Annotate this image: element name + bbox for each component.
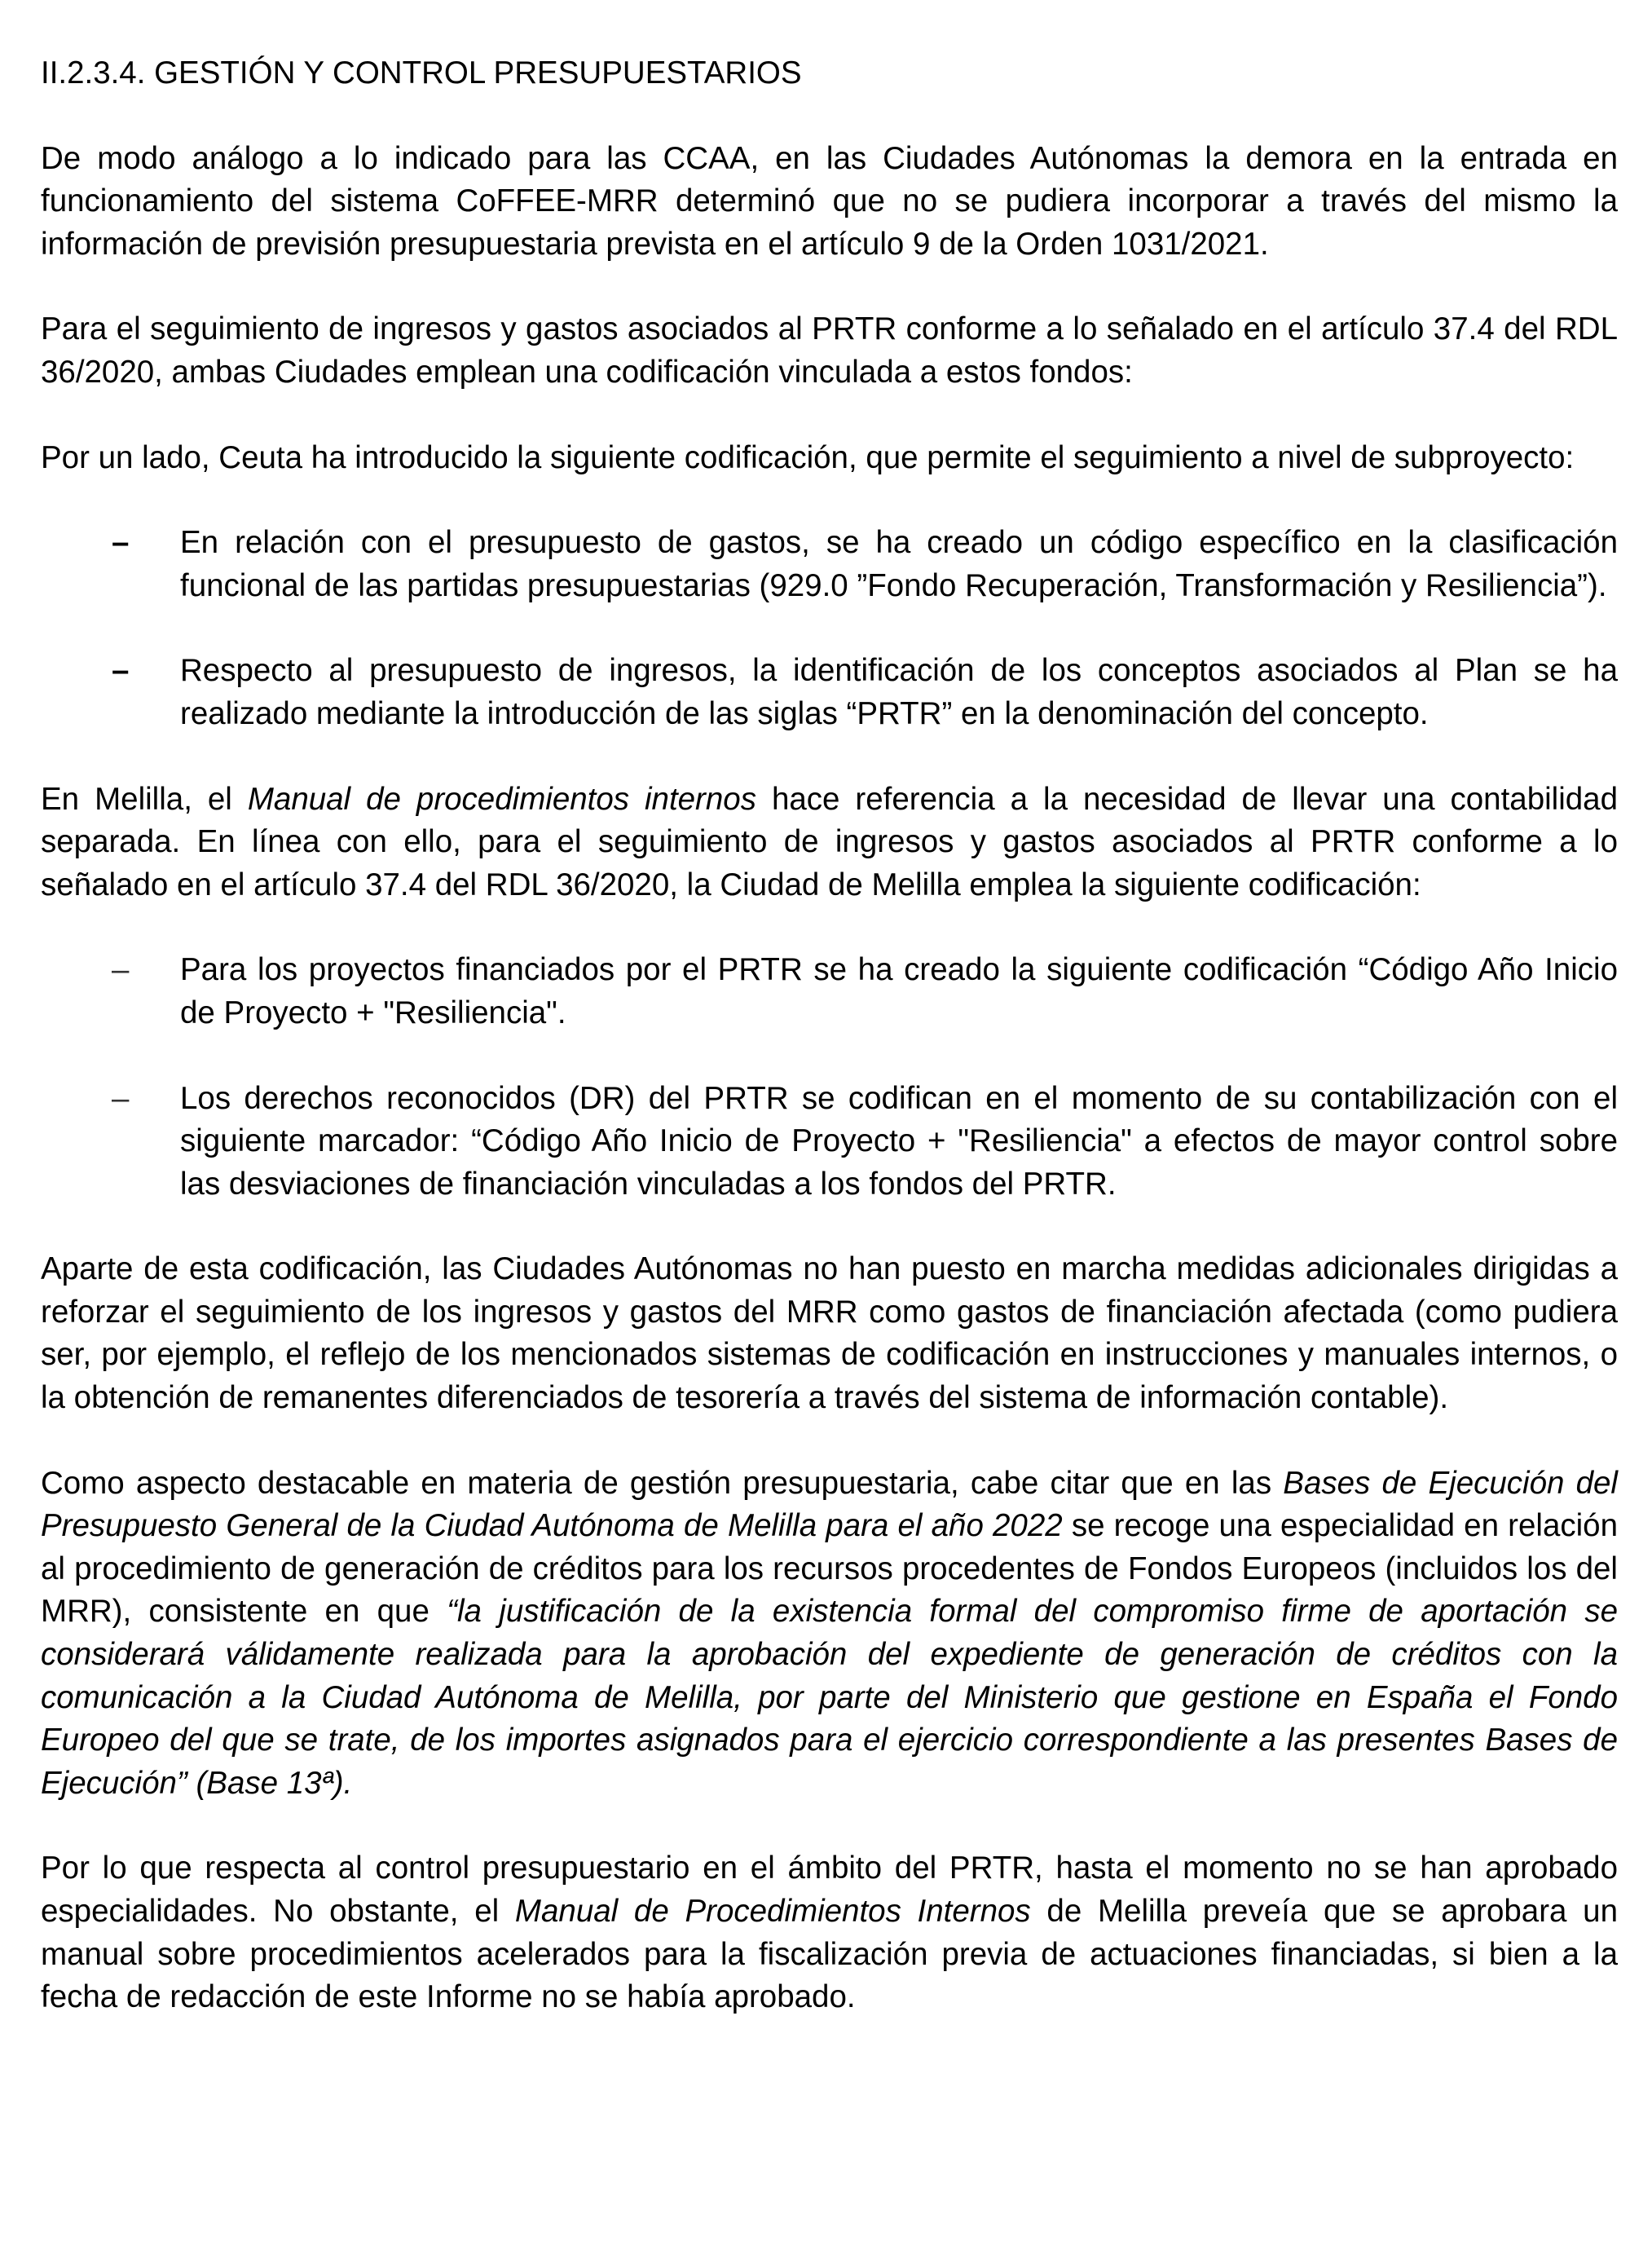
list-item-text: Para los proyectos financiados por el PRTR se ha creado la siguiente codificación “Código Año Inicio de Proyecto + "Resiliencia". <box>180 952 1618 1030</box>
dash-bullet: – <box>112 653 130 689</box>
manual-title: Manual de Procedimientos Internos <box>514 1894 1031 1929</box>
list-item <box>41 650 1618 735</box>
section-heading: II.2.3.4. GESTIÓN Y CONTROL PRESUPUESTARIOS <box>41 55 802 90</box>
manual-title: Manual de procedimientos internos <box>247 781 756 817</box>
list-item <box>41 1078 1618 1206</box>
document-page <box>41 52 1618 2019</box>
melilla-list <box>41 949 1618 1206</box>
list-item-text: Respecto al presupuesto de ingresos, la identificación de los conceptos asociados al Plan se ha realizado mediante la introducción de las siglas “PRTR” en la denominación del concepto. <box>180 653 1618 731</box>
dash-bullet: – <box>112 1080 130 1116</box>
paragraph-melilla: En Melilla, el Manual de procedimientos internos hace referencia a la necesidad de llevar una contabilidad separada. En línea con ello, para el seguimiento de ingresos y gastos asociados al PRTR conforme a lo señalado en el artículo 37.4 del RDL 36/2020, la Ciudad de Melilla emplea la siguiente codificación: <box>41 781 1619 902</box>
list-item <box>41 522 1618 607</box>
list-item-text: Los derechos reconocidos (DR) del PRTR se codifican en el momento de su contabilización con el siguiente marcador: “Código Año Inicio de Proyecto + "Resiliencia" a efectos de mayor control sobre las desviaciones de financiación vinculadas a los fondos del PRTR. <box>180 1080 1618 1202</box>
paragraph-codification: Para el seguimiento de ingresos y gastos asociados al PRTR conforme a lo señalado en el artículo 37.4 del RDL 36/2020, ambas Ciudades emplean una codificación vinculada a estos fondos: <box>41 311 1618 390</box>
paragraph-ceuta: Por un lado, Ceuta ha introducido la siguiente codificación, que permite el seguimiento a nivel de subproyecto: <box>41 439 1575 475</box>
dash-bullet: – <box>112 952 130 988</box>
paragraph-additional-measures: Aparte de esta codificación, las Ciudades Autónomas no han puesto en marcha medidas adicionales dirigidas a reforzar el seguimiento de los ingresos y gastos del MRR como gastos de financiación afectada (como pudiera ser, por ejemplo, el reflejo de los mencionados sistemas de codificación en instrucciones y manuales internos, o la obtención de remanentes diferenciados de tesorería a través del sistema de información contable). <box>41 1251 1618 1416</box>
paragraph-budget-bases: Como aspecto destacable en materia de gestión presupuestaria, cabe citar que en las Bases de Ejecución del Presupuesto General de la Ciudad Autónoma de Melilla para el año 2022 se recoge una especialidad en relación al procedimiento de generación de créditos para los recursos procedentes de Fondos Europeos (incluidos los del MRR), consistente en que “la justificación de la existencia formal del compromiso firme de aportación se considerará válidamente realizada para la aprobación del expediente de generación de créditos con la comunicación a la Ciudad Autónoma de Melilla, por parte del Ministerio que gestione en España el Fondo Europeo del que se trate, de los importes asignados para el ejercicio correspondiente a las presentes Bases de Ejecución” (Base 13ª). <box>41 1465 1619 1801</box>
paragraph-intro: De modo análogo a lo indicado para las CCAA, en las Ciudades Autónomas la demora en la entrada en funcionamiento del sistema CoFFEE-MRR determinó que no se pudiera incorporar a través del mismo la información de previsión presupuestaria prevista en el artículo 9 de la Orden 1031/2021. <box>41 140 1618 262</box>
list-item <box>41 949 1618 1034</box>
ceuta-list <box>41 522 1618 735</box>
list-item-text: En relación con el presupuesto de gastos, se ha creado un código específico en la clasificación funcional de las partidas presupuestarias (929.0 ”Fondo Recuperación, Transformación y Resiliencia”). <box>180 525 1618 603</box>
dash-bullet: – <box>112 525 130 561</box>
bases-title: Bases de Ejecución del Presupuesto General de la Ciudad Autónoma de Melilla para el año 2022 <box>41 1465 1618 1544</box>
paragraph-budget-control: Por lo que respecta al control presupuestario en el ámbito del PRTR, hasta el momento no se han aprobado especialidades. No obstante, el Manual de Procedimientos Internos de Melilla preveía que se aprobara un manual sobre procedimientos acelerados para la fiscalización previa de actuaciones financiadas, si bien a la fecha de redacción de este Informe no se había aprobado. <box>41 1851 1618 2015</box>
quoted-base: “la justificación de la existencia formal del compromiso firme de aportación se considerará válidamente realizada para la aprobación del expediente de generación de créditos con la comunicación a la Ciudad Autónoma de Melilla, por parte del Ministerio que gestione en España el Fondo Europeo del que se trate, de los importes asignados para el ejercicio correspondiente a las presentes Bases de Ejecución” (Base 13ª). <box>41 1594 1619 1801</box>
